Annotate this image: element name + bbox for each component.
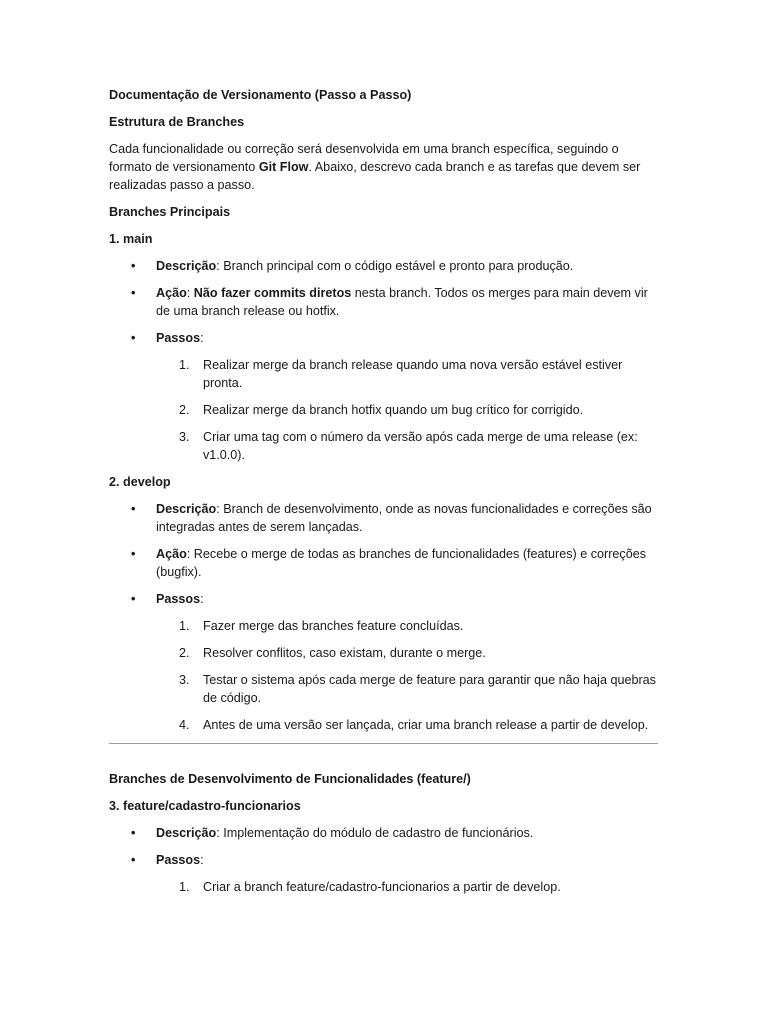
passos-sep: : — [200, 853, 204, 867]
bullet-icon: • — [131, 259, 136, 273]
passos-label: Passos — [156, 853, 201, 867]
list-item — [109, 617, 658, 635]
step-text: Antes de uma versão ser lançada, criar uma branch release a partir de develop. — [203, 718, 649, 732]
main-bullet-list — [109, 257, 658, 464]
main-heading: 1. main — [109, 232, 153, 246]
main-acao-item — [109, 284, 658, 320]
estrutura-text-1: Cada funcionalidade ou correção será desenvolvida em uma branch específica, seguindo o formato de versionamento — [109, 142, 619, 174]
bullet-icon: • — [131, 331, 136, 345]
develop-bullet-list — [109, 500, 658, 734]
step-number: 3. — [179, 430, 190, 444]
step-text: Criar uma tag com o número da versão após cada merge de uma release (ex: v1.0.0). — [203, 430, 638, 462]
bullet-icon: • — [131, 853, 136, 867]
develop-heading: 2. develop — [109, 475, 171, 489]
estrutura-text-2: . Abaixo, descrevo cada branch e as tarefas que devem ser realizadas passo a passo. — [109, 160, 641, 192]
step-text: Testar o sistema após cada merge de feature para garantir que não haja quebras de código. — [203, 673, 656, 705]
step-number: 1. — [179, 619, 190, 633]
step-number: 1. — [179, 880, 190, 894]
feature-heading: 3. feature/cadastro-funcionarios — [109, 799, 301, 813]
passos-sep: : — [200, 592, 204, 606]
list-item — [109, 644, 658, 662]
acao-label: Ação — [156, 547, 187, 561]
desc-text: : Implementação do módulo de cadastro de funcionários. — [216, 826, 534, 840]
develop-desc-item — [109, 500, 658, 536]
main-steps-list — [156, 356, 658, 464]
desc-label: Descrição — [156, 502, 217, 516]
list-item — [109, 401, 658, 419]
acao-text: : Recebe o merge de todas as branches de funcionalidades (features) e correções (bugfix). — [156, 547, 647, 579]
estrutura-paragraph — [109, 140, 658, 194]
desc-label: Descrição — [156, 259, 217, 273]
step-text: Fazer merge das branches feature concluídas. — [203, 619, 464, 633]
horizontal-divider — [109, 743, 658, 744]
main-desc-item — [109, 257, 658, 275]
acao-sep: : — [186, 286, 194, 300]
step-text: Criar a branch feature/cadastro-funcionarios a partir de develop. — [203, 880, 561, 894]
step-text: Resolver conflitos, caso existam, durante o merge. — [203, 646, 486, 660]
feature-steps-list — [156, 878, 658, 896]
feature-bullet-list — [109, 824, 658, 896]
bullet-icon: • — [131, 286, 136, 300]
bullet-icon: • — [131, 826, 136, 840]
step-text: Realizar merge da branch release quando uma nova versão estável estiver pronta. — [203, 358, 623, 390]
step-text: Realizar merge da branch hotfix quando um bug crítico for corrigido. — [203, 403, 584, 417]
principais-heading: Branches Principais — [109, 205, 231, 219]
acao-bold-text: Não fazer commits diretos — [193, 286, 352, 300]
step-number: 4. — [179, 718, 190, 732]
feature-desc-item — [109, 824, 658, 842]
desc-text: : Branch principal com o código estável e pronto para produção. — [216, 259, 574, 273]
list-item — [109, 878, 658, 896]
step-number: 1. — [179, 358, 190, 372]
feature-passos-item — [109, 851, 658, 896]
passos-label: Passos — [156, 331, 201, 345]
main-passos-item — [109, 329, 658, 464]
document-page — [109, 86, 658, 905]
develop-passos-item — [109, 590, 658, 734]
bullet-icon: • — [131, 592, 136, 606]
step-number: 2. — [179, 403, 190, 417]
list-item — [109, 671, 658, 707]
git-flow-bold: Git Flow — [258, 160, 309, 174]
acao-text: nesta branch. Todos os merges para main devem vir de uma branch release ou hotfix. — [156, 286, 648, 318]
list-item — [109, 716, 658, 734]
list-item — [109, 356, 658, 392]
bullet-icon: • — [131, 547, 136, 561]
develop-steps-list — [156, 617, 658, 734]
bullet-icon: • — [131, 502, 136, 516]
passos-label: Passos — [156, 592, 201, 606]
estrutura-heading: Estrutura de Branches — [109, 115, 245, 129]
step-number: 2. — [179, 646, 190, 660]
acao-label: Ação — [156, 286, 187, 300]
document-title: Documentação de Versionamento (Passo a Passo) — [109, 88, 412, 102]
step-number: 3. — [179, 673, 190, 687]
develop-acao-item — [109, 545, 658, 581]
desc-label: Descrição — [156, 826, 217, 840]
desc-text: : Branch de desenvolvimento, onde as novas funcionalidades e correções são integradas antes de serem lançadas. — [156, 502, 652, 534]
passos-sep: : — [200, 331, 204, 345]
feature-section-heading: Branches de Desenvolvimento de Funcionalidades (feature/) — [109, 772, 471, 786]
list-item — [109, 428, 658, 464]
